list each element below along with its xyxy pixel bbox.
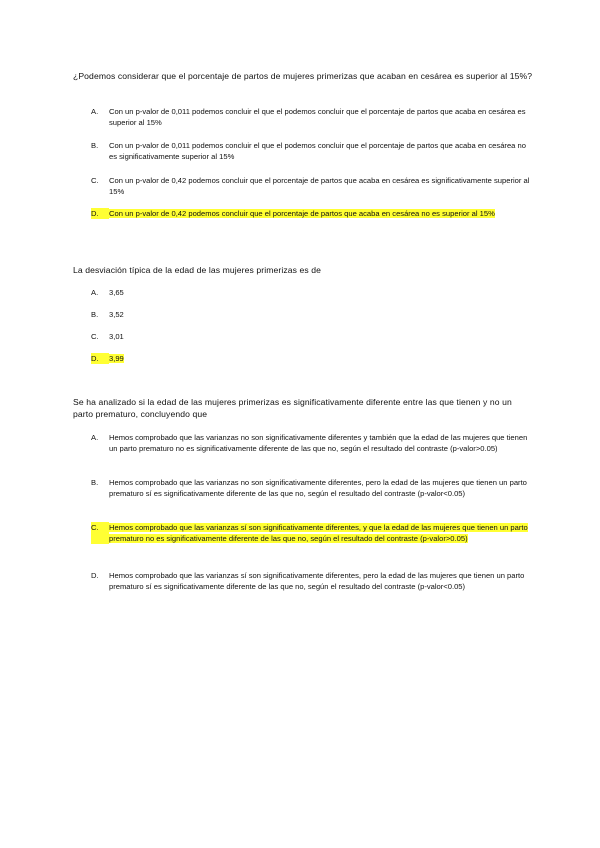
option-letter: C. [91,176,99,185]
option-text: 3,65 [109,288,124,297]
question-3-text: Se ha analizado si la edad de las mujeres primerizas es significativamente diferente entre las que tienen y no un parto prematuro, concluyendo que [73,397,512,419]
question-2-option-c [91,331,531,342]
option-letter: A. [91,433,99,442]
option-text: Con un p-valor de 0,42 podemos concluir que el porcentaje de partos que acaba en cesárea no es superior al 15% [109,209,495,218]
option-letter: D. [91,353,109,364]
option-text: Hemos comprobado que las varianzas no son significativamente diferentes, pero la edad de las mujeres que tienen un parto prematuro sí es significativamente diferente de las que no, según el resultado del contraste (p-valor<0.05) [109,478,527,499]
option-letter: A. [91,288,99,297]
option-letter: C. [91,522,109,544]
question-3-option-b [91,477,531,499]
option-letter: D. [91,208,109,219]
option-text: Hemos comprobado que las varianzas sí son significativamente diferentes, pero la edad de las mujeres que tienen un parto prematuro sí es significativamente diferente de las que no, según el resultado del contraste (p-valor<0.05) [109,571,525,592]
option-letter: A. [91,107,99,116]
option-letter: D. [91,571,99,580]
option-letter: B. [91,478,99,487]
question-1-option-d-highlighted [91,208,531,219]
question-3-option-a [91,432,531,454]
question-2-option-d-highlighted [91,353,531,364]
question-1-option-a [91,106,531,128]
option-text: Hemos comprobado que las varianzas sí son significativamente diferentes, y que la edad de las mujeres que tienen un parto prematuro no es significativamente diferente de las que no, según el resultado del contraste (p-valor>0.05) [109,523,528,544]
question-2-option-a [91,287,531,298]
option-text: 3,52 [109,310,124,319]
question-2-text: La desviación típica de la edad de las mujeres primerizas es de [73,265,322,275]
option-text: Hemos comprobado que las varianzas no son significativamente diferentes y también que la edad de las mujeres que tienen un parto prematuro no es significativamente diferente de las que no, según el resultado del contraste (p-valor>0.05) [109,433,528,454]
question-1-option-c [91,175,531,197]
option-text: 3,01 [109,332,124,341]
option-text: 3,99 [109,354,124,363]
option-text: Con un p-valor de 0,011 podemos concluir el que el podemos concluir que el porcentaje de partos que acaba en cesárea no es significativamente superior al 15% [109,141,526,162]
question-3-option-c-highlighted [91,522,531,544]
option-letter: C. [91,332,99,341]
question-1-option-b [91,140,531,162]
option-text: Con un p-valor de 0,011 podemos concluir el que el podemos concluir que el porcentaje de partos que acaba en cesárea es superior al 15% [109,107,526,128]
option-letter: B. [91,310,99,319]
question-3-option-d [91,570,531,592]
question-1-text: ¿Podemos considerar que el porcentaje de partos de mujeres primerizas que acaban en cesárea es superior al 15%? [73,71,533,81]
option-letter: B. [91,141,99,150]
option-text: Con un p-valor de 0,42 podemos concluir que el porcentaje de partos que acaba en cesárea es significativamente superior al 15% [109,176,530,197]
question-2-option-b [91,309,531,320]
